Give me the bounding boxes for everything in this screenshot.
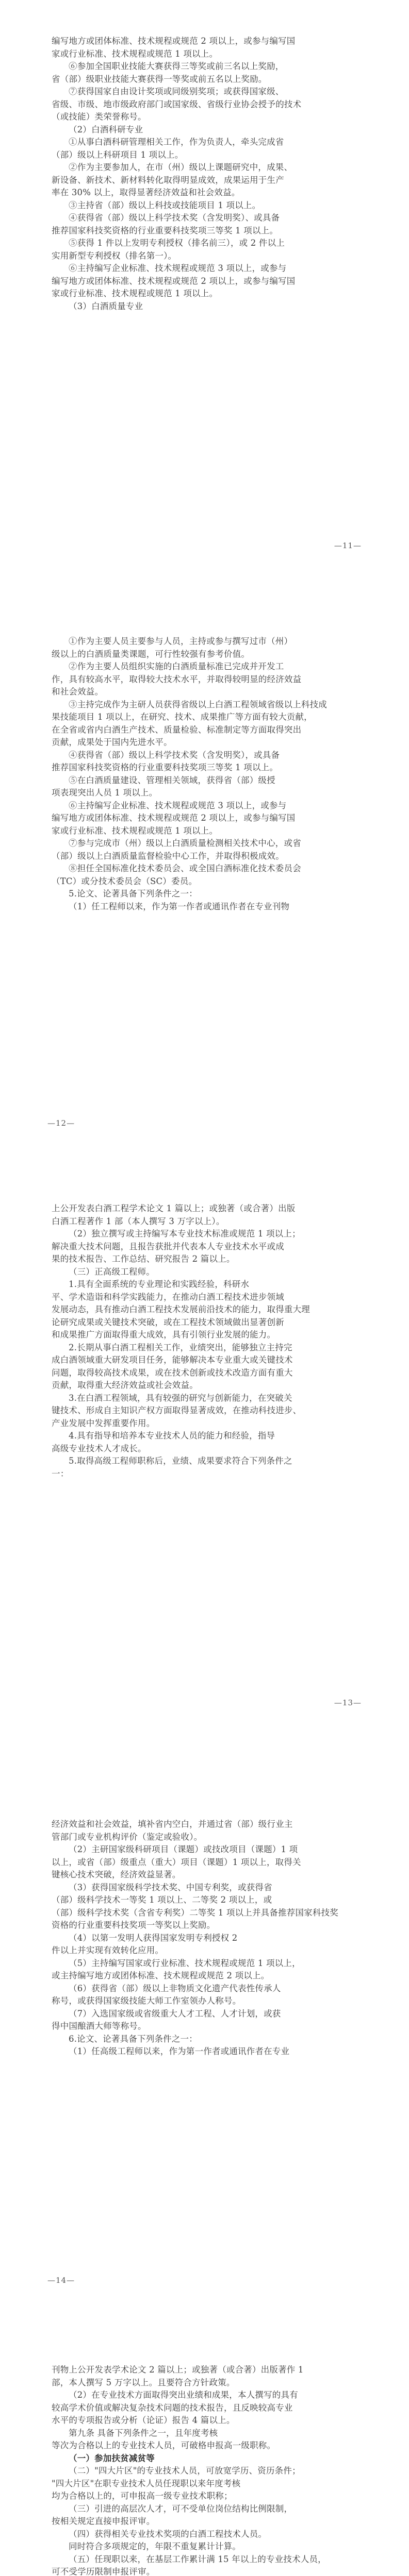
text-line: ⑦参与完成市（州）级以上白酒质量检测相关技术中心，或省 — [69, 838, 301, 848]
text-line: "四大片区"在职专业技术人员任现职以来年度考核 — [52, 2478, 241, 2488]
text-line: ③主持省（部）级以上科技或技能项目 1 项以上。 — [69, 200, 261, 210]
document-page-2 — [0, 579, 409, 1157]
text-line: 5.取得高级工程师职称后，业绩、成果要求符合下列条件之 — [69, 1456, 292, 1466]
text-line: 平、学术造诣和科学实践能力，在推动白酒工程技术进步领域 — [52, 1292, 284, 1302]
page-number: —11— — [334, 541, 362, 550]
text-line: 家或行业标准、技术规程或规范 1 项以上。 — [52, 48, 218, 59]
text-line: 新设备、新技术、新材料转化取得明显成效，成果运用于生产 — [52, 175, 284, 185]
text-line: 同时符合多项规定的，年限不重复累计计算。 — [69, 2541, 241, 2551]
text-line: （二）"四大片区"的专业技术人员，可放宽学历、资历条件； — [69, 2466, 301, 2476]
page-2-body — [52, 635, 357, 913]
text-line: 级以上的白酒质量类课题，可行性较强有参考价值。 — [52, 649, 250, 659]
document-page-5 — [0, 2314, 409, 2576]
text-line: ①从事白酒科研管理相关工作，作为负责人，牵头完成省 — [69, 137, 284, 147]
text-line: 编写地方或团体标准、技术规程或规范 2 项以上，或参与编写国 — [52, 276, 296, 286]
text-line: （2）在专业技术方面取得突出业绩和成果，本人撰写的具有 — [69, 2390, 298, 2400]
text-line: 省（部）级职业技能大赛获得一等奖或前五名以上奖励。 — [52, 74, 267, 84]
text-line: 实用新型专利授权（排名第一）。 — [52, 250, 177, 261]
text-line: （6）获得省（部）级以上非物质文化遗产代表性传承人 — [69, 1983, 281, 1993]
text-line: 水平的专项报告或分析（论证）报告 4 篇以上。 — [52, 2415, 235, 2425]
text-line: （三）引进的高层次人才，可不受单位岗位结构比例限制， — [69, 2503, 293, 2514]
text-line: ⑧担任全国标准化技术委员会、或全国白酒标准化技术委员会 — [69, 863, 301, 873]
text-line: （2）白酒科研专业 — [69, 124, 143, 134]
text-line: 果技能项目 1 项以上，在研究、技术、成果推广等方面有较大贡献， — [52, 712, 313, 722]
text-line: 编写地方或团体标准、技术规程或规范 2 项以上，或参与编写国 — [52, 813, 296, 823]
text-line: 省级、市级、地市级政府部门或国家级、省级行业协会授予的技术 — [52, 99, 302, 109]
text-line: 管部门或专业机构评价（鉴定或验收）。 — [52, 1832, 203, 1842]
document-page-1 — [0, 0, 409, 579]
text-line: ⑦获得国家自由设计奖项或同级别奖项；或获得国家级、 — [69, 87, 284, 96]
text-line: 1.具有全面系统的专业理论和实践经验，科研水 — [69, 1279, 250, 1289]
text-line: 部，本人撰写 5 万字以上。且要符合方针政策。 — [52, 2377, 235, 2387]
text-line: （7）入选国家级或省级重大人才工程、人才计划，或获 — [69, 2008, 281, 2019]
text-line: 推荐国家科技奖资格的行业重要科技奖项三等奖 1 项以上。 — [52, 762, 279, 772]
text-line: 果的技术报告、工作总结、研究报告 2 篇以上。 — [52, 1254, 235, 1264]
text-line: 产业发展中发挥重要作用。 — [52, 1418, 155, 1428]
text-line: 件以上并实现有效转化应用。 — [52, 1945, 164, 1955]
text-line: ③主持完成作为主研人员获得省级以上白酒工程领域省级以上科技成 — [69, 699, 327, 709]
text-line: 推荐国家科技奖资格的行业重要科技奖项三等奖 1 项以上。 — [52, 225, 279, 235]
text-line: （部）级以上科研项目 1 项以上。 — [52, 149, 184, 160]
text-line: 编写地方或团体标准、技术规程或规范 2 项以上，或参与编写国 — [52, 36, 296, 46]
text-line: 可不受学历限制申报评审。 — [52, 2567, 155, 2576]
text-line: （3）获得国家级科学技术奖、中国专利奖，或获得省 — [69, 1882, 272, 1892]
page-1-body — [52, 35, 357, 313]
text-line: （4）以第一发明人获得国家发明专利授权 2 — [69, 1933, 238, 1943]
text-line: 均为合格以上的，可申报高一级专业技术职称； — [52, 2491, 233, 2501]
text-line: 4.具有指导和培养本专业技术人员的能力和经验，指导 — [69, 1431, 275, 1440]
text-line: 资格的行业重要科技奖项一等奖以上奖励。 — [52, 1920, 216, 1930]
text-line: 成白酒领域重大研发项目任务，能够解决本专业重大或关键技术 — [52, 1355, 293, 1365]
text-line: 问题，取得较高技术成果，或在技术创新或技术改造方面有重大 — [52, 1367, 293, 1378]
text-line: 作，具有较高水平，取得较大技术水平，并取得较明显的经济效益 — [52, 674, 302, 684]
text-line: 贡献，取得重大经济效益或社会效益。 — [52, 1380, 198, 1390]
text-line: 家或行业标准、技术规程或规范 1 项以上。 — [52, 289, 218, 298]
text-line: （2）主研国家级科研项目（课题）或技改项目（课题）1 项 — [69, 1844, 298, 1854]
text-line: （部）级科学技术一等奖 1 项以上、二等奖 2 项以上，或 — [52, 1895, 272, 1905]
text-line: 论研究成果或关键技术突破，或在工程技术领域做出显著创新 — [52, 1317, 284, 1327]
text-line: （1）任工程师以来，作为第一作者或通讯作者在专业刊物 — [69, 901, 290, 911]
text-line: 较高学术价值或解决复杂技术问题的技术报告，且反映较高专业 — [52, 2402, 293, 2413]
text-line: ④获得省（部）级以上科学技术奖（含发明奖）、或具备 — [69, 213, 280, 223]
text-line: 或主持编写地方或团体标准、技术规程或规范 2 项以上。 — [52, 1971, 270, 1980]
page-4-body — [52, 1818, 357, 2058]
text-line: （三）正高级工程师。 — [69, 1266, 155, 1277]
text-line: 家或行业标准、技术规程或规范 1 项以上。 — [52, 825, 218, 836]
text-line: 率在 30% 以上，取得显著经济效益和社会效益。 — [52, 188, 240, 197]
text-line: 项表现突出人员 1 项以上。 — [52, 788, 158, 798]
text-line: 得中国酿酒大师等称号。 — [52, 2021, 146, 2031]
text-line: （一）参加扶贫减贫等 — [69, 2453, 155, 2463]
text-line: 5.论文、论著具备下列条件之一： — [69, 889, 198, 899]
text-line: 第九条 具备下列条件之一，且年度考核 — [69, 2428, 218, 2438]
text-line: ②作为主要人员组织实施的白酒质量标准已完成并开发工 — [69, 662, 284, 671]
page-number: —13— — [334, 1698, 362, 1707]
text-line: 2.长期从事白酒工程相关工作，业绩突出，能够独立主持完 — [69, 1342, 292, 1352]
text-line: 3.在白酒工程领域，具有较强的研究与创新能力，在突破关 — [69, 1393, 292, 1403]
page-3-body — [52, 1202, 357, 1480]
text-line: 高级专业技术人才成长。 — [52, 1443, 146, 1453]
text-line: 和成果推广方面取得重大成效，具有引领行业发展的能力。 — [52, 1330, 276, 1340]
text-line: 称号，或获得国家级技能大师工作室领办人称号。 — [52, 1996, 241, 2006]
page-5-body — [52, 2364, 357, 2576]
text-line: 发展动态，具有推动白酒工程技术发展前沿技术的能力，取得重大理 — [52, 1304, 310, 1314]
text-line: ②作为主要参加人，在市（州）级以上课题研究中，成果、 — [69, 162, 293, 172]
text-line: 键核心技术突破，经济效益显著。 — [52, 1870, 181, 1879]
text-line: 经济效益和社会效益，填补省内空白，并通过省（部）级行业主 — [52, 1819, 293, 1829]
text-line: （部）级科学技术奖（含省专利奖）二等奖 1 项以上并具备推荐国家科技奖 — [52, 1907, 338, 1918]
text-line: 解决重大技术问题，且报告获批并代表本人专业技术水平或成 — [52, 1241, 284, 1251]
text-line: ⑤在白酒质量建设、管理相关领域，获得省（部）级授 — [69, 775, 275, 785]
text-line: ⑥主持编写企业标准、技术规程或规范 3 项以上，或参与 — [69, 800, 287, 810]
text-line: （2）独立撰写或主持编写本专业技术标准或规范 1 项以上； — [69, 1229, 301, 1239]
text-line: 和社会效益。 — [52, 687, 104, 697]
text-line: ⑤获得 1 件以上发明专利授权（排名前三），或 2 件以上 — [69, 238, 285, 248]
text-line: （或技能）类荣誉称号。 — [52, 112, 146, 122]
text-line: 按相关规定直接申报评审。 — [52, 2516, 155, 2526]
text-line: 等次为合格以上的专业技术人员，可破格申报高一级职称。 — [52, 2441, 276, 2450]
text-line: 白酒工程著作 1 部（本人撰写 3 万字以上）。 — [52, 1216, 225, 1226]
page-number: —12— — [47, 1118, 75, 1128]
text-line: （部）级以上白酒质量监督检验中心工作，并取得积极成效。 — [52, 851, 284, 861]
text-line: ①作为主要人员主要参与人员，主持或参与撰写过市（州） — [69, 636, 293, 646]
text-line: 上公开发表白酒工程学术论文 1 篇以上；或独著（或合著）出版 — [52, 1204, 296, 1213]
text-line: （TC）或分技术委员会（SC）委员。 — [52, 876, 198, 886]
text-line: ⑥参加全国职业技能大赛获得三等奖或前三名以上奖励， — [69, 61, 284, 71]
text-line: ④获得省（部）级以上科学技术奖（含发明奖），或具备 — [69, 750, 280, 760]
text-line: ⑥主持编写企业标准、技术规程或规范 3 项以上，或参与 — [69, 263, 287, 273]
text-line: （五）任现职以来，在基层工作累计满 15 年以上的专业技术人员， — [69, 2554, 326, 2564]
text-line: 以上，或省（部）级重点（重大）项目（课题）1 项以上，取得关 — [52, 1857, 301, 1867]
text-line: （1）任高级工程师以来，作为第一作者或通讯作者在专业 — [69, 2046, 290, 2056]
document-page-3 — [0, 1157, 409, 1736]
page-number: —14— — [47, 2276, 75, 2285]
text-line: 刊物上公开发表学术论文 2 篇以上；或独著（或合著）出版著作 1 — [52, 2365, 304, 2375]
text-line: （四）获得相关专业技术奖项的白酒工程技术人员。 — [69, 2529, 267, 2539]
text-line: 一： — [52, 1468, 69, 1479]
text-line: 贡献，成果处于国内先进水平。 — [52, 737, 172, 747]
text-line: （5）主持编写国家或行业标准、技术规程或规范 1 项以上， — [69, 1958, 301, 1968]
text-line: 6.论文、论著具备下列条件之一： — [69, 2033, 198, 2044]
document-page-4 — [0, 1736, 409, 2314]
text-line: （3）白酒质量专业 — [69, 301, 143, 311]
text-line: 键技术、形成自主知识产权方面取得显著成效，在推动科技进步、 — [52, 1405, 302, 1415]
text-line: 在全省或省内白酒生产技术、质量检验、标准制定等方面取得突出 — [52, 724, 302, 735]
